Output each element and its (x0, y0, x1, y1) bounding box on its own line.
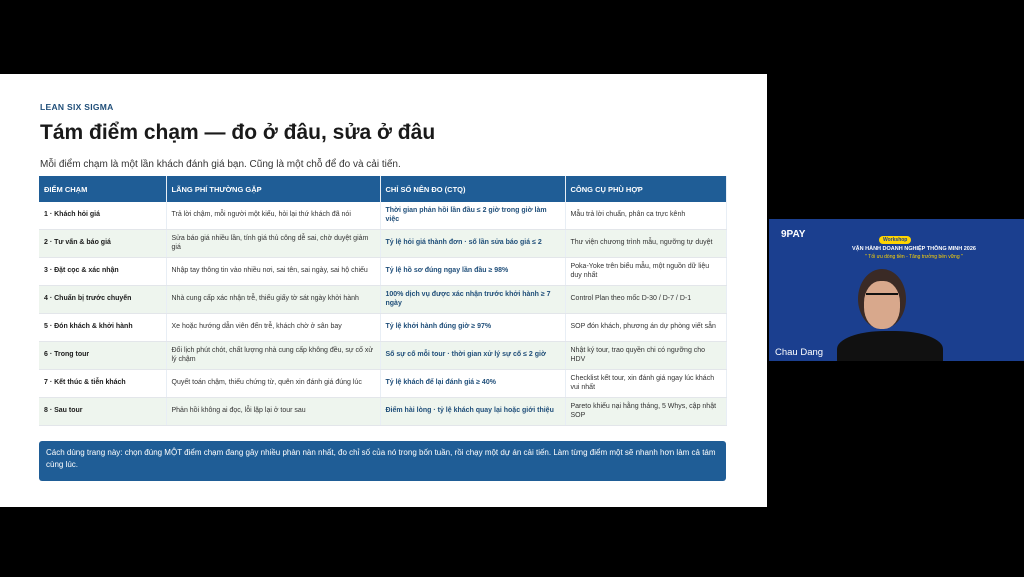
column-header: CHỈ SỐ NÊN ĐO (CTQ) (380, 176, 565, 202)
table-row (39, 314, 726, 342)
table-row (39, 230, 726, 258)
9pay-logo: 9PAY (781, 229, 806, 240)
ctq-cell: Thời gian phản hồi lần đầu ≤ 2 giờ trong giờ làm việc (380, 202, 565, 230)
participant-name: Chau Dang (775, 347, 824, 358)
table-row (39, 370, 726, 398)
waste-cell: Trả lời chậm, mỗi người một kiểu, hỏi lại thứ khách đã nói (166, 202, 380, 230)
touchpoint-cell: 6 · Trong tour (39, 342, 166, 370)
touchpoint-cell: 1 · Khách hỏi giá (39, 202, 166, 230)
banner-title: VẬN HÀNH DOANH NGHIỆP THÔNG MINH 2026 (852, 246, 976, 252)
tool-cell: Checklist kết tour, xin đánh giá ngay lúc khách vui nhất (565, 370, 726, 398)
tool-cell: Mẫu trả lời chuẩn, phân ca trực kênh (565, 202, 726, 230)
touchpoint-cell: 4 · Chuẩn bị trước chuyến (39, 286, 166, 314)
workshop-badge: Workshop (879, 236, 911, 244)
waste-cell: Sửa báo giá nhiều lần, tính giá thủ công dễ sai, chờ duyệt giảm giá (166, 230, 380, 258)
table-row (39, 398, 726, 426)
touchpoint-cell: 3 · Đặt cọc & xác nhận (39, 258, 166, 286)
ctq-cell: Tỷ lệ hỏi giá thành đơn · số lần sửa báo giá ≤ 2 (380, 230, 565, 258)
table-row (39, 286, 726, 314)
table-header-row (39, 176, 726, 202)
column-header: LÃNG PHÍ THƯỜNG GẶP (166, 176, 380, 202)
banner-slogan: " Tối ưu dòng tiền - Tăng trưởng bền vững " (865, 254, 963, 260)
ctq-cell: Số sự cố mỗi tour · thời gian xử lý sự cố ≤ 2 giờ (380, 342, 565, 370)
ctq-cell: 100% dịch vụ được xác nhận trước khởi hành ≥ 7 ngày (380, 286, 565, 314)
presentation-slide (0, 74, 767, 507)
column-header: CÔNG CỤ PHÙ HỢP (565, 176, 726, 202)
waste-cell: Xe hoặc hướng dẫn viên đến trễ, khách chờ ở sân bay (166, 314, 380, 342)
touchpoint-cell: 2 · Tư vấn & báo giá (39, 230, 166, 258)
table-row (39, 258, 726, 286)
tool-cell: SOP đón khách, phương án dự phòng viết sẵn (565, 314, 726, 342)
column-header: ĐIỂM CHẠM (39, 176, 166, 202)
usage-callout: Cách dùng trang này: chọn đúng MỘT điểm chạm đang gây nhiều phàn nàn nhất, đo chỉ số của nó trong bốn tuần, rồi chạy một dự án cải tiến. Làm từng điểm một sẽ nhanh hơn làm cả tám cùng lúc. (39, 441, 726, 481)
tool-cell: Nhật ký tour, trao quyền chi có ngưỡng cho HDV (565, 342, 726, 370)
table-row (39, 202, 726, 230)
waste-cell: Đổi lịch phút chót, chất lượng nhà cung cấp không đều, sự cố xử lý chậm (166, 342, 380, 370)
touchpoint-table (39, 176, 727, 426)
touchpoint-cell: 7 · Kết thúc & tiễn khách (39, 370, 166, 398)
tool-cell: Poka-Yoke trên biểu mẫu, một nguồn dữ liệu duy nhất (565, 258, 726, 286)
slide-eyebrow: LEAN SIX SIGMA (40, 102, 114, 112)
waste-cell: Quyết toán chậm, thiếu chứng từ, quên xin đánh giá đúng lúc (166, 370, 380, 398)
touchpoint-cell: 5 · Đón khách & khởi hành (39, 314, 166, 342)
slide-subtitle: Mỗi điểm chạm là một lần khách đánh giá bạn. Cũng là một chỗ để đo và cải tiến. (40, 159, 401, 170)
tool-cell: Control Plan theo mốc D-30 / D-7 / D-1 (565, 286, 726, 314)
ctq-cell: Tỷ lệ hồ sơ đúng ngay lần đầu ≥ 98% (380, 258, 565, 286)
participant-video-tile[interactable] (769, 219, 1024, 361)
waste-cell: Nhà cung cấp xác nhận trễ, thiếu giấy tờ sát ngày khởi hành (166, 286, 380, 314)
waste-cell: Nhập tay thông tin vào nhiều nơi, sai tên, sai ngày, sai hộ chiếu (166, 258, 380, 286)
ctq-cell: Điểm hài lòng · tỷ lệ khách quay lại hoặc giới thiệu (380, 398, 565, 426)
tool-cell: Pareto khiếu nại hằng tháng, 5 Whys, cập nhật SOP (565, 398, 726, 426)
table-row (39, 342, 726, 370)
waste-cell: Phản hồi không ai đọc, lỗi lặp lại ở tour sau (166, 398, 380, 426)
tool-cell: Thư viện chương trình mẫu, ngưỡng tự duyệt (565, 230, 726, 258)
touchpoint-cell: 8 · Sau tour (39, 398, 166, 426)
slide-title: Tám điểm chạm — đo ở đâu, sửa ở đâu (40, 121, 436, 144)
ctq-cell: Tỷ lệ khách để lại đánh giá ≥ 40% (380, 370, 565, 398)
ctq-cell: Tỷ lệ khởi hành đúng giờ ≥ 97% (380, 314, 565, 342)
